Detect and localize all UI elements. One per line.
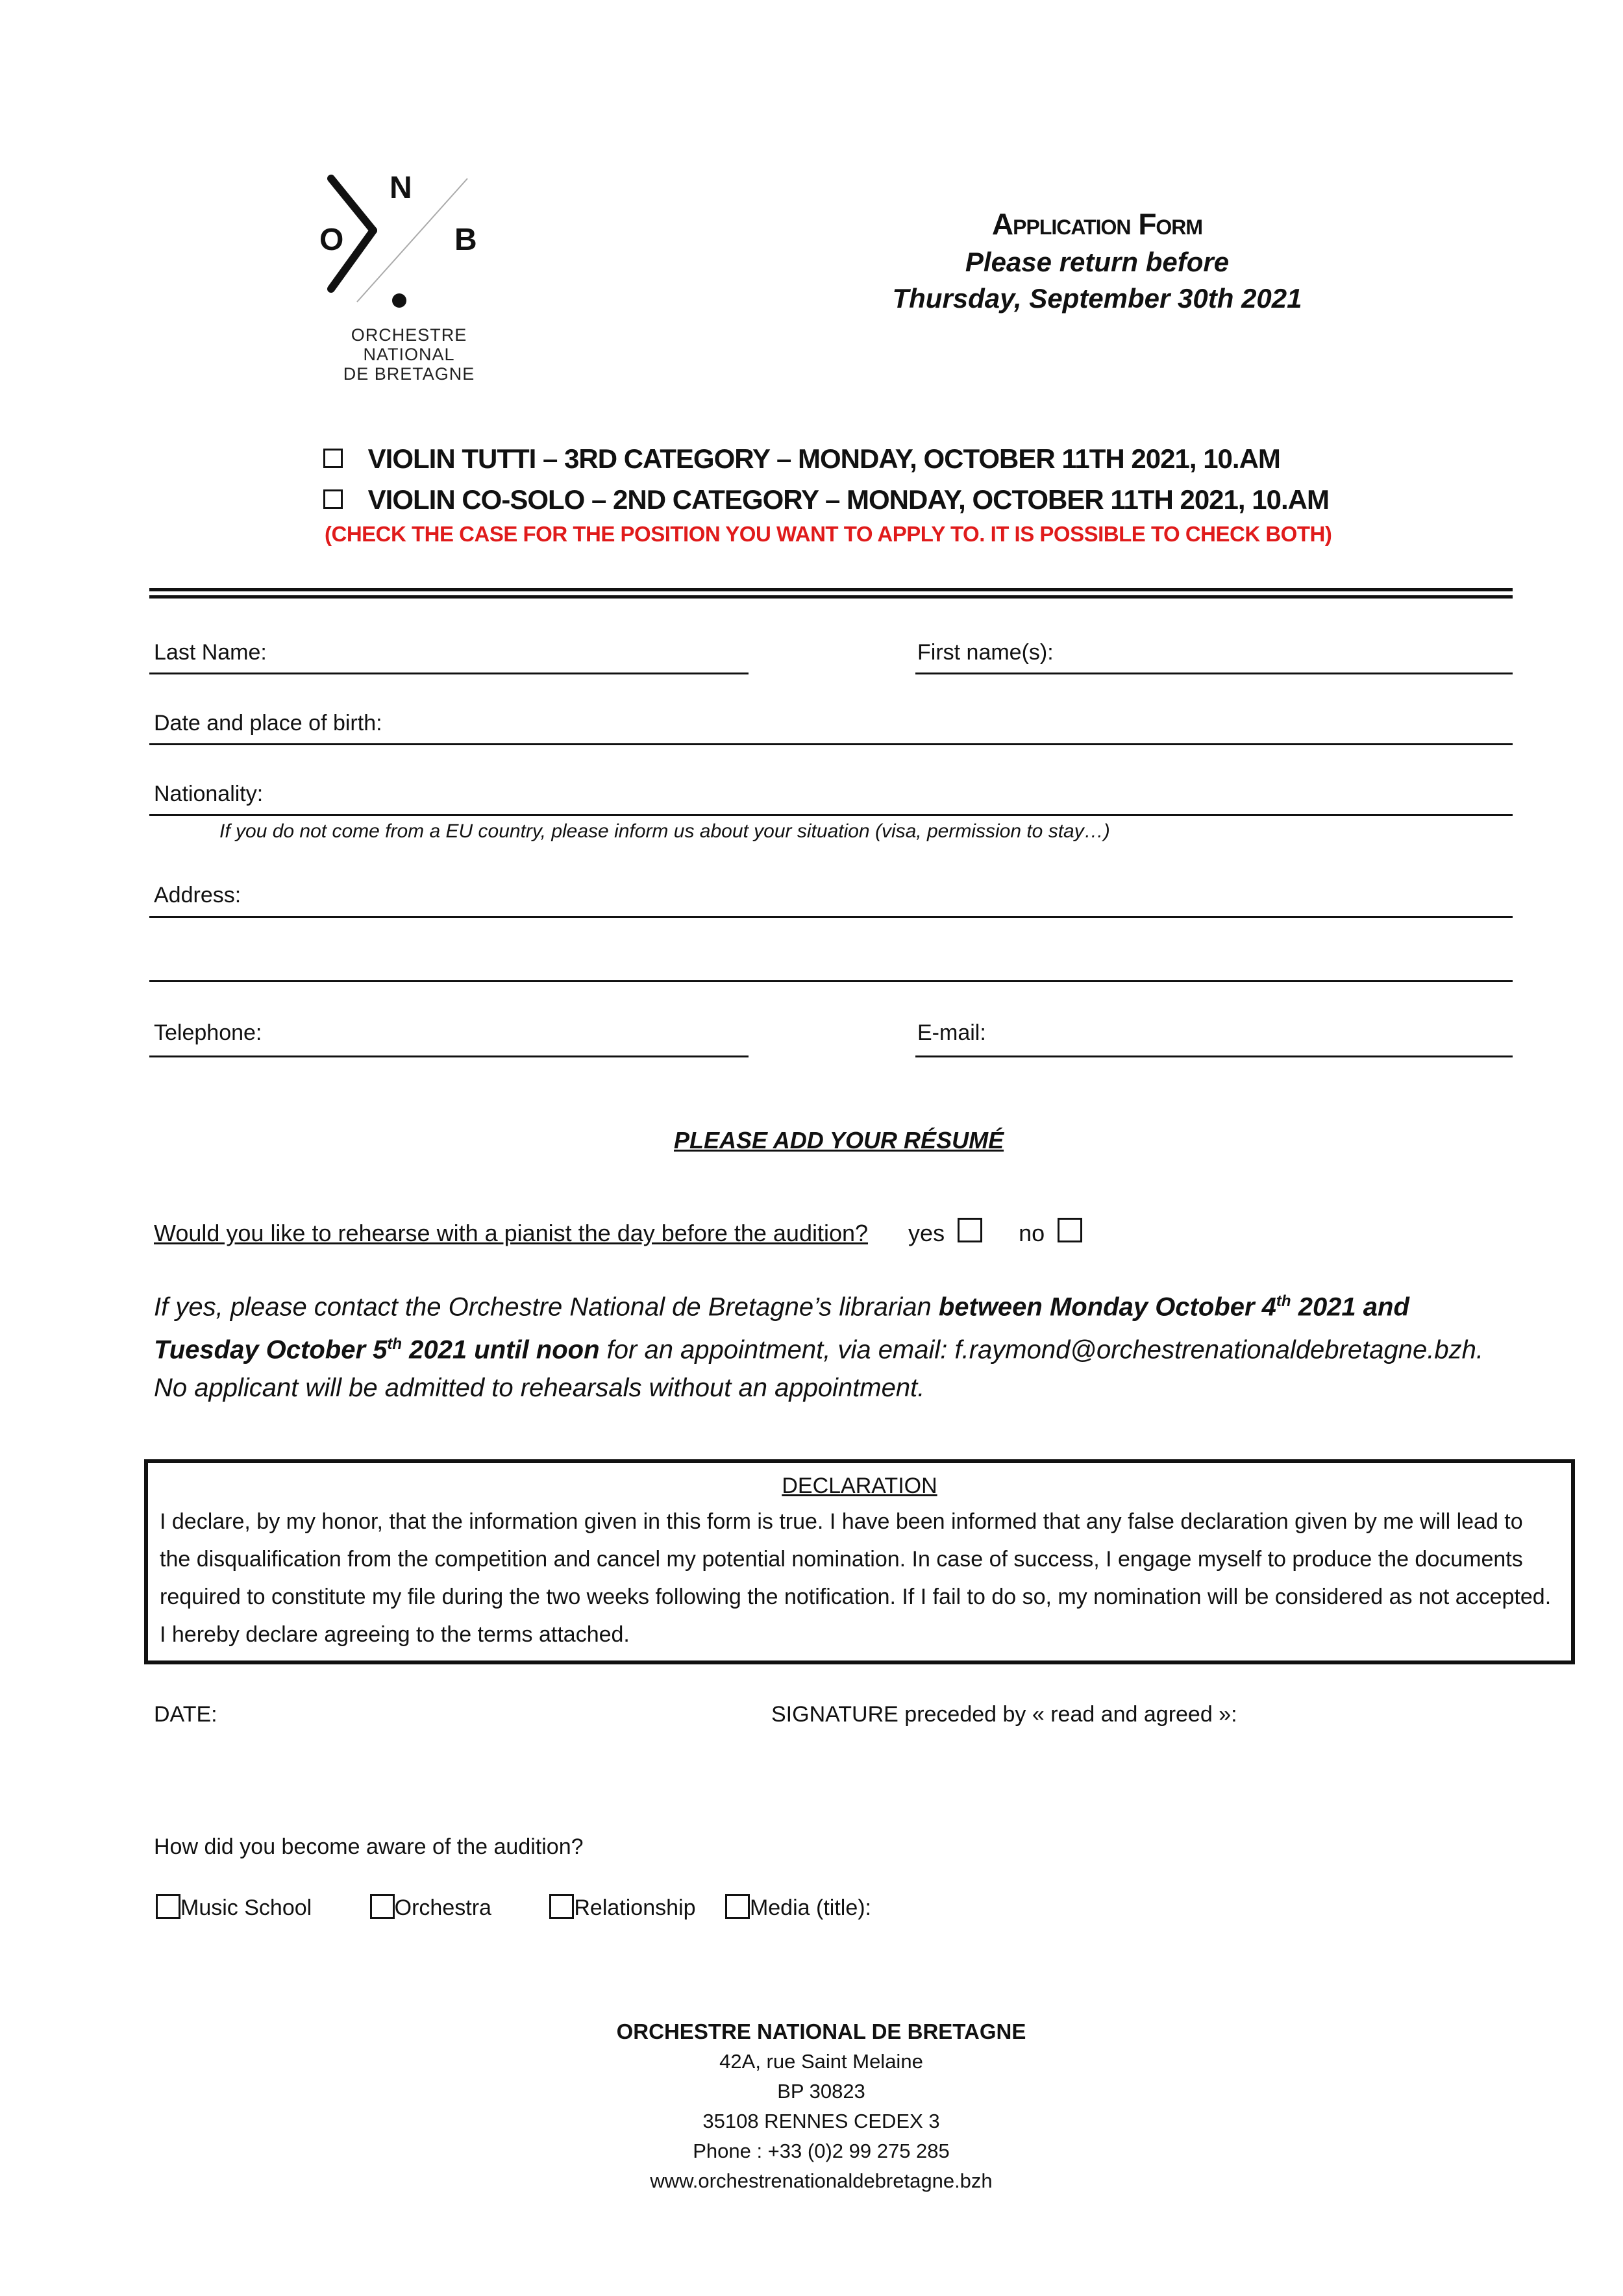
awareness-options [156, 1894, 871, 1921]
contact-paragraph [154, 1283, 1491, 1407]
birth-label: Date and place of birth: [154, 711, 382, 735]
email-field[interactable] [915, 1055, 1513, 1057]
svg-text:O: O [319, 223, 344, 257]
declaration-title: DECLARATION [782, 1474, 937, 1498]
svg-text:N: N [390, 171, 412, 205]
awareness-option-orchestra[interactable]: Orchestra [370, 1895, 491, 1920]
position-label-1: VIOLIN TUTTI – 3RD CATEGORY – MONDAY, OCTOBER 11TH 2021, 10.AM [367, 443, 1280, 474]
position-note: (CHECK THE CASE FOR THE POSITION YOU WANT TO APPLY TO. IT IS POSSIBLE TO CHECK BOTH) [325, 522, 1332, 546]
contact-sup-1: th [1276, 1292, 1291, 1310]
contact-text-1: If yes, please contact the Orchestre National de Bretagne’s librarian [154, 1292, 939, 1322]
nationality-field[interactable] [149, 814, 1513, 816]
first-name-field[interactable] [915, 673, 1513, 674]
contact-text-2: for an appointment, via email: f.raymond@orchestrenationaldebretagne.bzh. No applicant will be admitted to rehearsals without an appointment. [154, 1335, 1483, 1402]
declaration-box [144, 1459, 1575, 1664]
declaration-text: I declare, by my honor, that the information given in this form is true. I have been informed that any false declaration given by me will lead to the disqualification from the competition and cancel my potential nomination. In case of success, I engage myself to produce the documents required to constitute my file during the two weeks following the notification. If I fail to do so, my nomination will be considered as not accepted. I hereby declare agreeing to the terms attached. [160, 1509, 1552, 1647]
rehearsal-no-checkbox[interactable] [1058, 1218, 1082, 1242]
contact-date-2: 2021 and Tuesday October 5 [154, 1292, 1409, 1364]
rehearsal-yes-label: yes [908, 1220, 945, 1246]
media-checkbox[interactable] [725, 1894, 750, 1919]
contact-sup-2: th [387, 1335, 403, 1353]
address-label: Address: [154, 883, 242, 907]
form-title-block [799, 206, 1396, 314]
awareness-question: How did you become aware of the audition? [154, 1834, 584, 1859]
position-label-2: VIOLIN CO-SOLO – 2ND CATEGORY – MONDAY, OCTOBER 11TH 2021, 10.AM [367, 484, 1329, 515]
email-label: E-mail: [917, 1020, 986, 1045]
last-name-field[interactable] [149, 673, 749, 674]
rehearsal-no-label: no [1019, 1220, 1045, 1246]
telephone-label: Telephone: [154, 1020, 262, 1045]
contact-date-3: 2021 until noon [402, 1335, 600, 1364]
music-school-checkbox[interactable] [156, 1894, 180, 1919]
position-option-1[interactable] [323, 443, 1280, 475]
awareness-option-relationship[interactable]: Relationship [549, 1895, 695, 1920]
birth-field[interactable] [149, 743, 1513, 745]
section-divider [149, 588, 1513, 599]
position-option-2[interactable] [323, 484, 1329, 515]
address-field-1[interactable] [149, 916, 1513, 918]
rehearsal-yes-checkbox[interactable] [958, 1218, 982, 1242]
awareness-option-media[interactable]: Media (title): [725, 1895, 871, 1920]
rehearsal-question: Would you like to rehearse with a pianist the day before the audition? [154, 1220, 869, 1246]
address-field-2[interactable] [149, 980, 1513, 982]
orchestra-checkbox[interactable] [370, 1894, 395, 1919]
rehearsal-row [154, 1218, 1082, 1247]
position-checkbox-1[interactable] [323, 449, 343, 468]
resume-heading: PLEASE ADD YOUR RÉSUMÉ [674, 1127, 1004, 1154]
footer-bp: BP 30823 [777, 2080, 865, 2103]
signature-label: SIGNATURE preceded by « read and agreed »: [771, 1702, 1237, 1727]
logo-text-2: NATIONAL [363, 345, 455, 364]
relationship-checkbox[interactable] [549, 1894, 574, 1919]
deadline: Thursday, September 30th 2021 [892, 283, 1302, 314]
orchestra-logo [312, 166, 500, 386]
form-title: Application Form [991, 207, 1203, 241]
logo-text-3: DE BRETAGNE [343, 364, 475, 384]
footer-name: ORCHESTRE NATIONAL DE BRETAGNE [616, 2019, 1026, 2043]
date-label: DATE: [154, 1702, 217, 1727]
first-name-label: First name(s): [917, 640, 1054, 665]
footer-street: 42A, rue Saint Melaine [719, 2050, 923, 2073]
position-checkbox-2[interactable] [323, 489, 343, 509]
logo-text-1: ORCHESTRE [351, 325, 467, 345]
svg-text:B: B [454, 223, 477, 257]
last-name-label: Last Name: [154, 640, 267, 665]
nationality-label: Nationality: [154, 782, 264, 806]
telephone-field[interactable] [149, 1055, 749, 1057]
onb-logo-mark [312, 166, 500, 321]
awareness-option-music-school[interactable]: Music School [156, 1895, 312, 1920]
footer-address [454, 2017, 1188, 2196]
footer-city: 35108 RENNES CEDEX 3 [702, 2110, 940, 2132]
footer-web[interactable]: www.orchestrenationaldebretagne.bzh [650, 2169, 993, 2192]
footer-phone: Phone : +33 (0)2 99 275 285 [693, 2140, 950, 2162]
nationality-note: If you do not come from a EU country, please inform us about your situation (visa, permission to stay…) [219, 821, 1110, 842]
return-line: Please return before [965, 247, 1230, 277]
contact-date-1: between Monday October 4 [938, 1292, 1276, 1322]
